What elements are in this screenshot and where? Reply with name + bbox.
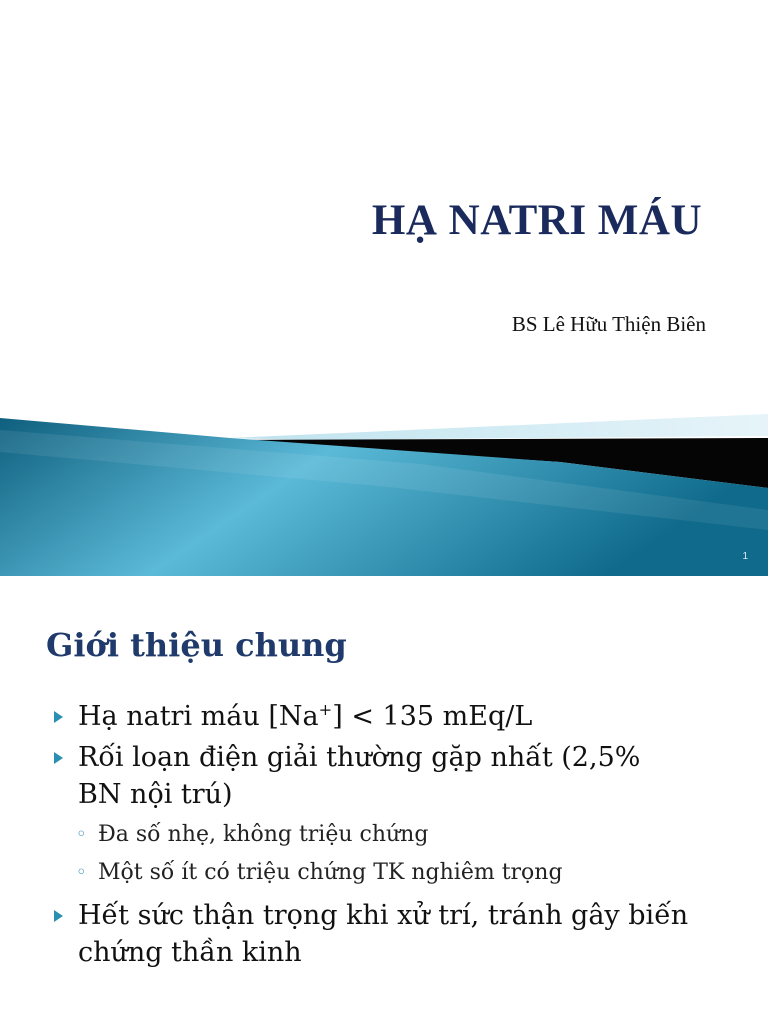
sub-bullet-item — [76, 855, 734, 891]
sub-bullet-item — [76, 817, 734, 853]
circle-bullet-icon: ◦ — [76, 824, 87, 845]
triangle-bullet-icon — [54, 739, 78, 764]
triangle-bullet-icon — [54, 897, 78, 922]
slide-title: HẠ NATRI MÁU — [371, 197, 702, 244]
decorative-banner — [0, 400, 768, 576]
bullet-text: Hạ natri máu [Na+] < 135 mEq/L — [78, 700, 533, 732]
sub-bullet-text: Một số ít có triệu chứng TK nghiêm trọng — [98, 860, 563, 885]
bullet-text: Rối loạn điện giải thường gặp nhất (2,5% BN nội trú) — [78, 742, 641, 810]
content-slide — [0, 576, 768, 1024]
bullet-text: Hết sức thận trọng khi xử trí, tránh gây biến chứng thần kinh — [78, 900, 689, 968]
sub-bullet-text: Đa số nhẹ, không triệu chứng — [98, 822, 429, 847]
bullet-item — [54, 739, 734, 813]
bullet-item — [54, 698, 734, 735]
slide-heading: Giới thiệu chung — [46, 626, 347, 664]
bullet-list — [54, 698, 734, 975]
slide-subtitle: BS Lê Hữu Thiện Biên — [511, 312, 706, 336]
bullet-item — [54, 897, 734, 971]
triangle-bullet-icon — [54, 698, 78, 723]
circle-bullet-icon: ◦ — [76, 862, 87, 883]
slide-number: 1 — [742, 551, 748, 562]
